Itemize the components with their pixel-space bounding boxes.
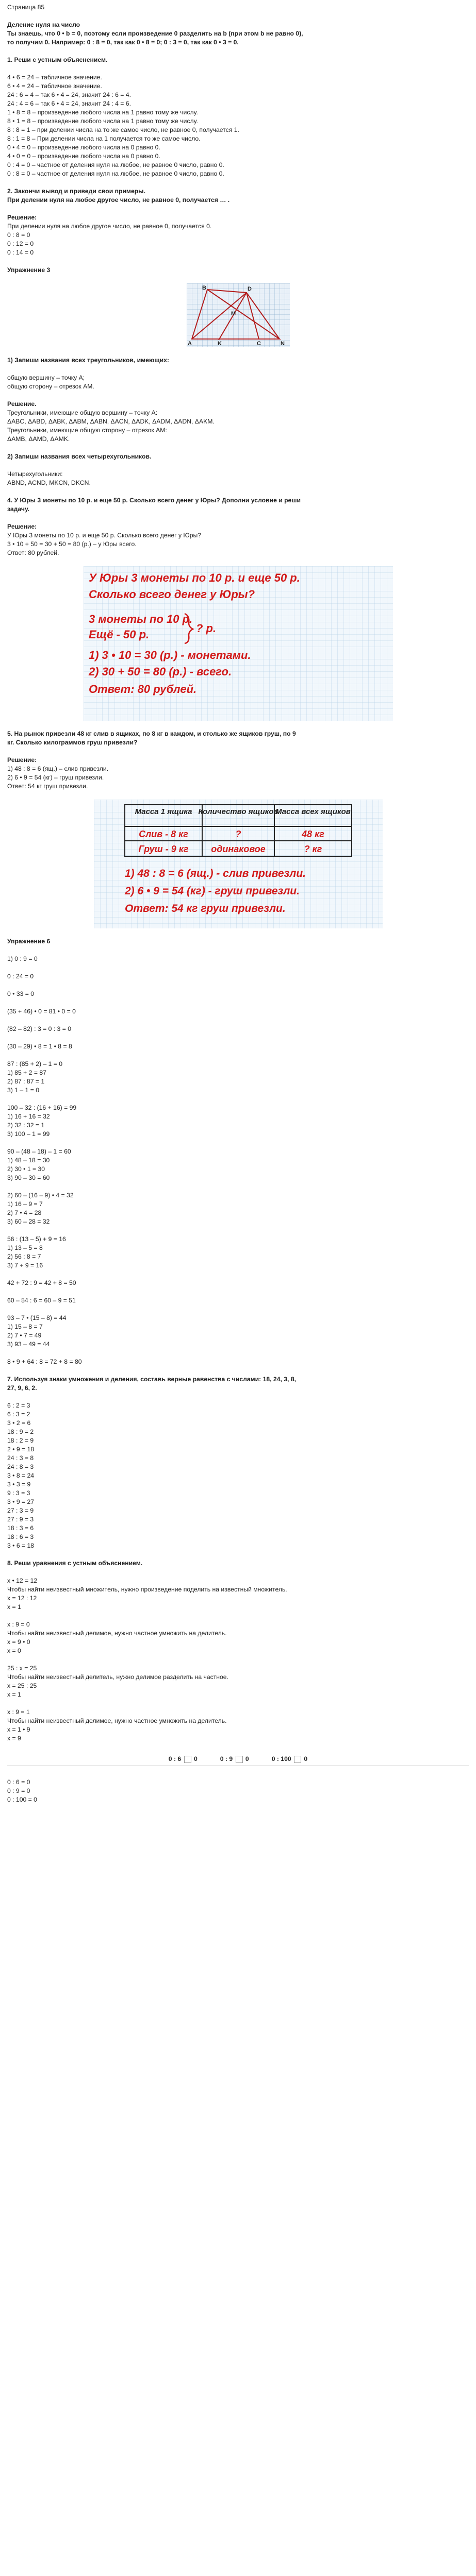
expression-line: 90 – (48 – 18) – 1 = 60: [7, 1148, 71, 1155]
task7-line: 2 • 9 = 18: [7, 1446, 35, 1453]
expression-line: 1) 16 + 16 = 32: [7, 1113, 50, 1120]
equation-line: Чтобы найти неизвестный делитель, нужно делимое разделить на частное.: [7, 1673, 228, 1681]
task5-line: Ответ: 54 кг груш привезли.: [7, 783, 88, 790]
hand-line: Ответ: 80 рублей.: [88, 683, 196, 696]
task7-heading: 27, 9, 6, 2.: [7, 1384, 37, 1392]
task5-heading: 5. На рынок привезли 48 кг слив в ящиках, по 8 кг в каждом, и столько же ящиков груш, по 9: [7, 730, 296, 737]
task5-line: 2) 6 • 9 = 54 (кг) – груш привезли.: [7, 774, 104, 781]
final-line: 0 : 100 = 0: [7, 1796, 37, 1803]
expression-group: [7, 1104, 469, 1139]
table-cell: 48 кг: [301, 829, 324, 839]
task2-line: При делении нуля на любое другое число, не равное 0, получается 0.: [7, 223, 212, 230]
task1-line: 8 : 8 = 1 – при делении числа на то же самое число, не равное 0, получается 1.: [7, 126, 239, 133]
task1-line: 24 : 6 = 4 – так 6 • 4 = 24, значит 24 : 6 = 4.: [7, 91, 131, 98]
expression-line: (82 – 82) : 3 = 0 : 3 = 0: [7, 1025, 71, 1032]
task1-line: 24 : 4 = 6 – так 6 • 4 = 24, значит 24 : 4 = 6.: [7, 100, 131, 107]
task2-lines: [7, 222, 469, 257]
empty-box: [236, 1756, 243, 1763]
expression-group: [7, 990, 469, 998]
task5-lines: [7, 765, 469, 791]
equation-line: x : 9 = 0: [7, 1621, 30, 1628]
expression-line: 87 : (85 + 2) – 1 = 0: [7, 1060, 63, 1067]
equation-line: 25 : x = 25: [7, 1665, 37, 1672]
task1-line: 0 : 4 = 0 – частное от деления нуля на любое, не равное 0 число, равно 0.: [7, 161, 224, 168]
page-label: Страница 85: [7, 4, 45, 11]
final-line: 0 : 9 = 0: [7, 1787, 30, 1794]
expression-line: 3) 93 – 49 = 44: [7, 1341, 50, 1348]
expression-line: (35 + 46) • 0 = 81 • 0 = 0: [7, 1008, 76, 1015]
task7-lines: [7, 1401, 469, 1550]
expression-group: [7, 1025, 469, 1033]
expression-line: 3) 100 – 1 = 99: [7, 1130, 50, 1138]
handwritten-solution-4: [84, 566, 393, 721]
equation-group: [7, 1708, 469, 1743]
ex3-heading: Упражнение 3: [7, 266, 51, 274]
hand-line: 3 монеты по 10 р.: [88, 613, 192, 625]
task2-line: 0 : 12 = 0: [7, 240, 34, 247]
expression-line: 1) 85 + 2 = 87: [7, 1069, 46, 1076]
vertex-label: M: [231, 311, 236, 317]
task1-line: 4 • 0 = 0 – произведение любого числа на 0 равно 0.: [7, 152, 160, 160]
expression-group: [7, 1007, 469, 1016]
answer-slot-item: 0 : 6 0: [168, 1755, 198, 1762]
intro-title: Деление нуля на число: [7, 21, 80, 28]
expression-group: [7, 1235, 469, 1270]
task2-heading: 2. Закончи вывод и приведи свои примеры.: [7, 188, 145, 195]
task1-line: 8 : 1 = 8 – При делении числа на 1 получается то же самое число.: [7, 135, 201, 142]
geometry-figure: [187, 283, 290, 347]
task1-line: 8 • 1 = 8 – произведение любого числа на 1 равно тому же числу.: [7, 117, 198, 125]
task7-line: 9 : 3 = 3: [7, 1489, 30, 1497]
equation-line: Чтобы найти неизвестный множитель, нужно произведение поделить на известный множитель.: [7, 1586, 287, 1593]
ex3-line: Четырехугольники:: [7, 470, 63, 478]
task2-heading: При делении нуля на любое другое число, не равное 0, получается … .: [7, 196, 230, 204]
expression-group: [7, 1042, 469, 1051]
ex3-line: ΔABC, ΔABD, ΔABK, ΔABM, ΔABN, ΔACN, ΔADK, ΔADM, ΔADN, ΔAKM.: [7, 418, 215, 425]
equation-line: x = 1 • 9: [7, 1726, 30, 1733]
ex3-line: общую сторону – отрезок AM.: [7, 383, 94, 390]
equation-line: x : 9 = 1: [7, 1708, 30, 1716]
expression-line: 1) 13 – 5 = 8: [7, 1244, 43, 1251]
equation-line: Чтобы найти неизвестный делимое, нужно частное умножить на делитель.: [7, 1630, 227, 1637]
vertex-label: N: [280, 341, 285, 347]
vertex-label: C: [256, 341, 261, 347]
equation-line: x = 1: [7, 1691, 21, 1698]
task4-heading: задачу.: [7, 505, 30, 513]
table-header: Количество ящиков: [198, 807, 278, 816]
table-cell: Груш - 9 кг: [138, 844, 188, 854]
task1-line: 6 • 4 = 24 – табличное значение.: [7, 82, 102, 90]
hand-line: ? р.: [195, 622, 216, 635]
answer-slot-item: 0 : 9 0: [220, 1755, 249, 1762]
table-header: Масса всех ящиков: [275, 807, 351, 816]
expression-group: [7, 955, 469, 963]
expression-line: 3) 1 – 1 = 0: [7, 1087, 39, 1094]
task7-line: 3 • 2 = 6: [7, 1419, 31, 1427]
task7-line: 3 • 3 = 9: [7, 1481, 31, 1488]
equation-group: [7, 1577, 469, 1612]
task7-line: 18 : 2 = 9: [7, 1437, 34, 1444]
task4-heading: 4. У Юры 3 монеты по 10 р. и еще 50 р. Сколько всего денег у Юры? Дополни условие и реши: [7, 497, 301, 504]
table-cell: ?: [235, 829, 241, 839]
expression-line: 0 : 24 = 0: [7, 973, 34, 980]
hand-line: 2) 30 + 50 = 80 (р.) - всего.: [88, 665, 232, 678]
ex3-question: 2) Запиши названия всех четырехугольников.: [7, 453, 152, 460]
ex6-groups: [7, 955, 469, 1375]
equation-group: [7, 1664, 469, 1699]
empty-box: [184, 1756, 191, 1763]
task1-line: 4 • 6 = 24 – табличное значение.: [7, 74, 102, 81]
task8-heading: 8. Реши уравнения с устным объяснением.: [7, 1560, 143, 1567]
equation-line: x = 1: [7, 1603, 21, 1611]
task1-lines: [7, 73, 469, 178]
table-cell: одинаковое: [210, 844, 266, 854]
final-line: 0 : 6 = 0: [7, 1778, 30, 1786]
ex3-line: Треугольники, имеющие общую вершину – точку A:: [7, 409, 158, 416]
hand-line: Ещё - 50 р.: [88, 628, 149, 641]
expression-line: 2) 87 : 87 = 1: [7, 1078, 45, 1085]
task1-line: 0 • 4 = 0 – произведение любого числа на 0 равно 0.: [7, 144, 160, 151]
task7-line: 6 : 2 = 3: [7, 1402, 30, 1409]
hand-line: 1) 48 : 8 = 6 (ящ.) - слив привезли.: [124, 868, 306, 879]
handwritten-solution-5: [94, 800, 383, 928]
ex6-heading: Упражнение 6: [7, 938, 51, 945]
ex3-line: Треугольники, имеющие общую сторону – отрезок AM:: [7, 427, 167, 434]
task7-line: 24 : 8 = 3: [7, 1463, 34, 1470]
answer-slot-item: 0 : 100 0: [271, 1755, 308, 1762]
expression-line: 100 – 32 : (16 + 16) = 99: [7, 1104, 77, 1111]
ex3-line: ΔAMB, ΔAMD, ΔAMK.: [7, 435, 70, 443]
expression-group: [7, 1191, 469, 1226]
task7-line: 18 : 3 = 6: [7, 1524, 34, 1532]
task4-line: 3 • 10 + 50 = 30 + 50 = 80 (р.) – у Юры всего.: [7, 540, 137, 548]
expression-line: 3) 90 – 30 = 60: [7, 1174, 50, 1181]
hand-line: 1) 3 • 10 = 30 (р.) - монетами.: [88, 649, 251, 662]
expression-line: 3) 60 – 28 = 32: [7, 1218, 50, 1225]
hand-line: Сколько всего денег у Юры?: [88, 588, 255, 601]
vertex-label: D: [247, 286, 252, 292]
hand-line: Ответ: 54 кг груш привезли.: [124, 903, 286, 914]
task4-lines: [7, 531, 469, 557]
solution-label: Решение:: [7, 214, 37, 221]
expression-line: 1) 16 – 9 = 7: [7, 1200, 43, 1208]
table-cell: Слив - 8 кг: [138, 829, 188, 839]
expression-group: [7, 1358, 469, 1366]
equation-line: x = 0: [7, 1647, 21, 1654]
task7-line: 3 • 9 = 27: [7, 1498, 35, 1505]
expression-line: 42 + 72 : 9 = 42 + 8 = 50: [7, 1279, 76, 1286]
task1-heading: 1. Реши с устным объяснением.: [7, 56, 108, 63]
task1-line: 1 • 8 = 8 – произведение любого числа на 1 равно тому же числу.: [7, 109, 198, 116]
ex3-line: ABND, ACND, MKCN, DKCN.: [7, 479, 91, 486]
intro-line: то получим 0. Например: 0 : 8 = 0, так как 0 • 8 = 0; 0 : 3 = 0, так как 0 • 3 = 0.: [7, 39, 239, 46]
task7-line: 3 • 6 = 18: [7, 1542, 35, 1549]
task4-line: У Юры 3 монеты по 10 р. и еще 50 р. Сколько всего денег у Юры?: [7, 532, 202, 539]
task7-line: 24 : 3 = 8: [7, 1454, 34, 1462]
ex3-line: общую вершину – точку A;: [7, 374, 85, 381]
equation-line: x = 9 • 0: [7, 1638, 30, 1646]
task5-heading: кг. Сколько килограммов груш привезли?: [7, 739, 138, 746]
expression-line: 1) 48 – 18 = 30: [7, 1157, 50, 1164]
expression-line: 2) 30 • 1 = 30: [7, 1165, 45, 1173]
expression-group: [7, 1147, 469, 1182]
task7-heading: 7. Используя знаки умножения и деления, составь верные равенства с числами: 18, 24, 3, 8,: [7, 1376, 296, 1383]
expression-line: (30 – 29) • 8 = 1 • 8 = 8: [7, 1043, 72, 1050]
equation-line: x = 25 : 25: [7, 1682, 37, 1689]
expression-group: [7, 1314, 469, 1349]
task5-line: 1) 48 : 8 = 6 (ящ.) – слив привезли.: [7, 765, 109, 772]
hand-line: У Юры 3 монеты по 10 р. и еще 50 р.: [88, 571, 300, 584]
expression-group: [7, 972, 469, 981]
expression-line: 8 • 9 + 64 : 8 = 72 + 8 = 80: [7, 1358, 82, 1365]
expression-line: 0 • 33 = 0: [7, 990, 35, 997]
answer-slots-row: [7, 1755, 469, 1766]
task8-groups: [7, 1577, 469, 1752]
equation-line: x = 9: [7, 1735, 21, 1742]
task7-line: 6 : 3 = 2: [7, 1411, 30, 1418]
expression-line: 2) 56 : 8 = 7: [7, 1253, 41, 1260]
task7-line: 27 : 3 = 9: [7, 1507, 34, 1514]
expression-line: 56 : (13 – 5) + 9 = 16: [7, 1235, 66, 1243]
hand-line: 2) 6 • 9 = 54 (кг) - груш привезли.: [124, 885, 300, 897]
task4-line: Ответ: 80 рублей.: [7, 549, 59, 556]
task7-line: 18 : 6 = 3: [7, 1533, 34, 1540]
expression-line: 2) 7 • 7 = 49: [7, 1332, 42, 1339]
task2-line: 0 : 14 = 0: [7, 249, 34, 256]
task1-line: 0 : 8 = 0 – частное от деления нуля на любое, не равное 0 число, равно 0.: [7, 170, 224, 177]
expression-line: 60 – 54 : 6 = 60 – 9 = 51: [7, 1297, 76, 1304]
expression-line: 2) 7 • 4 = 28: [7, 1209, 42, 1216]
solution-label: Решение:: [7, 756, 37, 764]
task7-line: 3 • 8 = 24: [7, 1472, 35, 1479]
expression-line: 1) 0 : 9 = 0: [7, 955, 38, 962]
equation-line: x = 12 : 12: [7, 1595, 37, 1602]
equation-line: x • 12 = 12: [7, 1577, 38, 1584]
expression-line: 1) 15 – 8 = 7: [7, 1323, 43, 1330]
expression-line: 2) 60 – (16 – 9) • 4 = 32: [7, 1192, 74, 1199]
expression-group: [7, 1279, 469, 1287]
vertex-label: A: [187, 341, 192, 347]
intro-line: Ты знаешь, что 0 • b = 0, поэтому если произведение 0 разделить на b (при этом b не равно 0),: [7, 30, 303, 37]
solution-label: Решение.: [7, 400, 37, 408]
task2-line: 0 : 8 = 0: [7, 231, 30, 239]
table-header: Масса 1 ящика: [135, 807, 192, 816]
empty-box: [294, 1756, 301, 1763]
ex3-question: 1) Запиши названия всех треугольников, имеющих:: [7, 357, 169, 364]
expression-group: [7, 1296, 469, 1305]
expression-line: 3) 7 + 9 = 16: [7, 1262, 43, 1269]
expression-group: [7, 1060, 469, 1095]
vertex-label: B: [202, 285, 206, 291]
task7-line: 27 : 9 = 3: [7, 1516, 34, 1523]
task8-final-lines: [7, 1778, 469, 1804]
equation-line: Чтобы найти неизвестный делимое, нужно частное умножить на делитель.: [7, 1717, 227, 1724]
task7-line: 18 : 9 = 2: [7, 1428, 34, 1435]
expression-line: 93 – 7 • (15 – 8) = 44: [7, 1314, 67, 1321]
expression-line: 2) 32 : 32 = 1: [7, 1122, 45, 1129]
equation-group: [7, 1620, 469, 1655]
solution-label: Решение:: [7, 523, 37, 530]
table-cell: ? кг: [304, 844, 322, 854]
vertex-label: K: [217, 341, 222, 347]
